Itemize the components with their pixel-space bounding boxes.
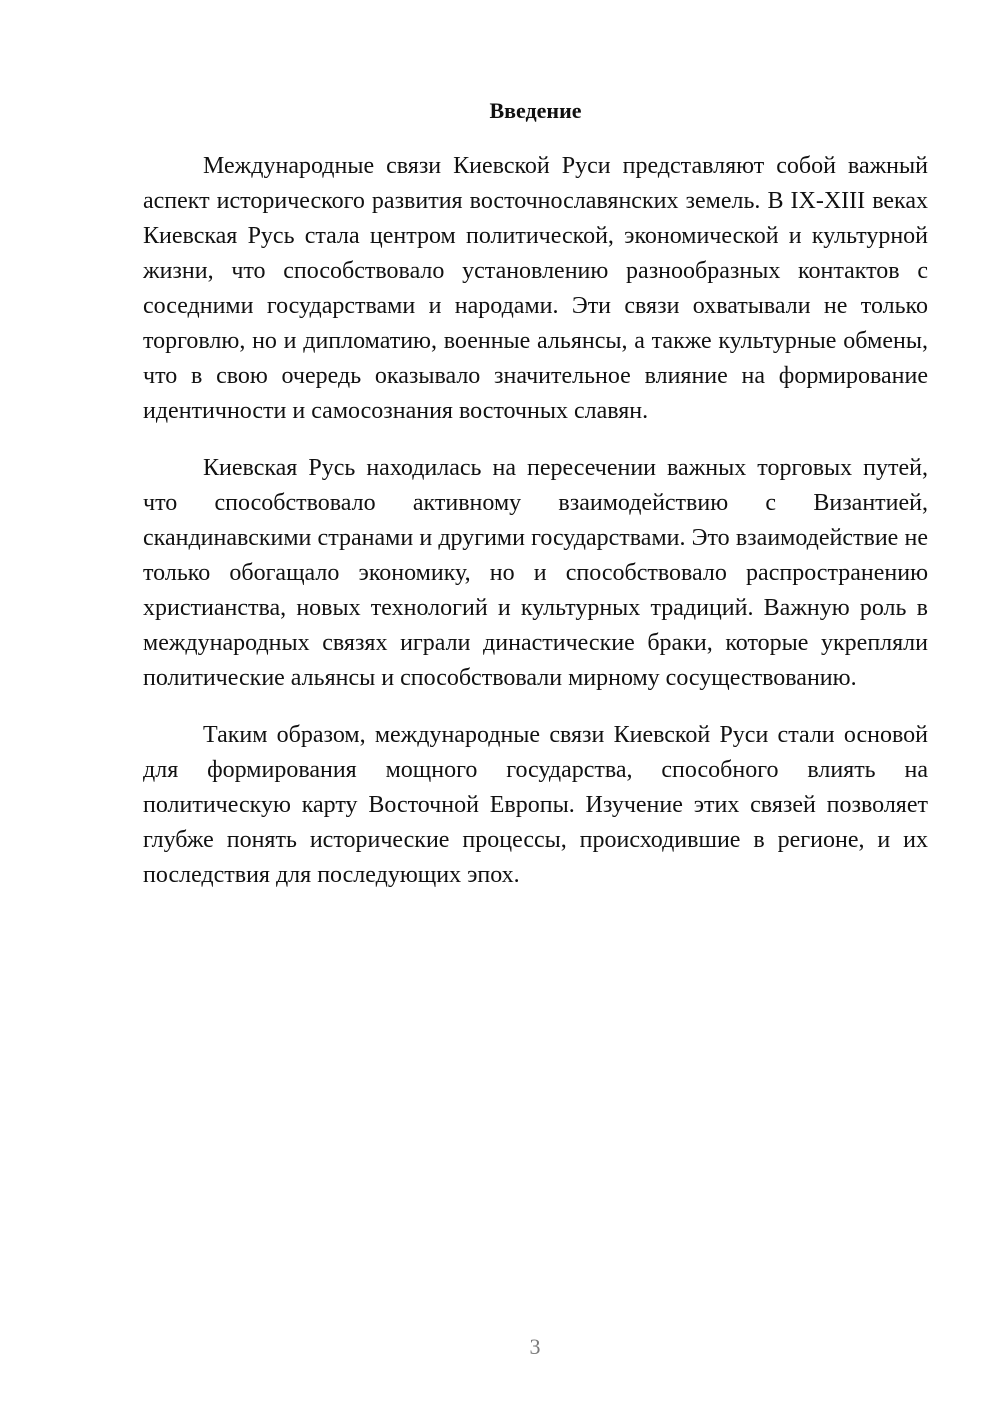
- paragraph-3: Таким образом, международные связи Киевской Руси стали основой для формирования мощного государства, способного влиять на политическую карту Восточной Европы. Изучение этих связей позволяет глубже понять исторические процессы, происходившие в регионе, и их последствия для последующих эпох.: [143, 722, 928, 888]
- page-number: 3: [529, 1334, 541, 1359]
- section-heading: Введение: [489, 98, 582, 123]
- paragraph-1: Международные связи Киевской Руси представляют собой важный аспект исторического развития восточнославянских земель. В IX-XIII веках Киевская Русь стала центром политической, экономической и культурной жизни, что способствовало установлению разнообразных контактов с соседними государствами и народами. Эти связи охватывали не только торговлю, но и дипломатию, военные альянсы, а также культурные обмены, что в свою очередь оказывало значительное влияние на формирование идентичности и самосознания восточных славян.: [143, 153, 928, 424]
- paragraph-2: Киевская Русь находилась на пересечении важных торговых путей, что способствовало активному взаимодействию с Византией, скандинавскими странами и другими государствами. Это взаимодействие не только обогащало экономику, но и способствовало распространению христианства, новых технологий и культурных традиций. Важную роль в международных связях играли династические браки, которые укрепляли политические альянсы и способствовали мирному сосуществованию.: [143, 455, 928, 691]
- page-content: [143, 93, 928, 915]
